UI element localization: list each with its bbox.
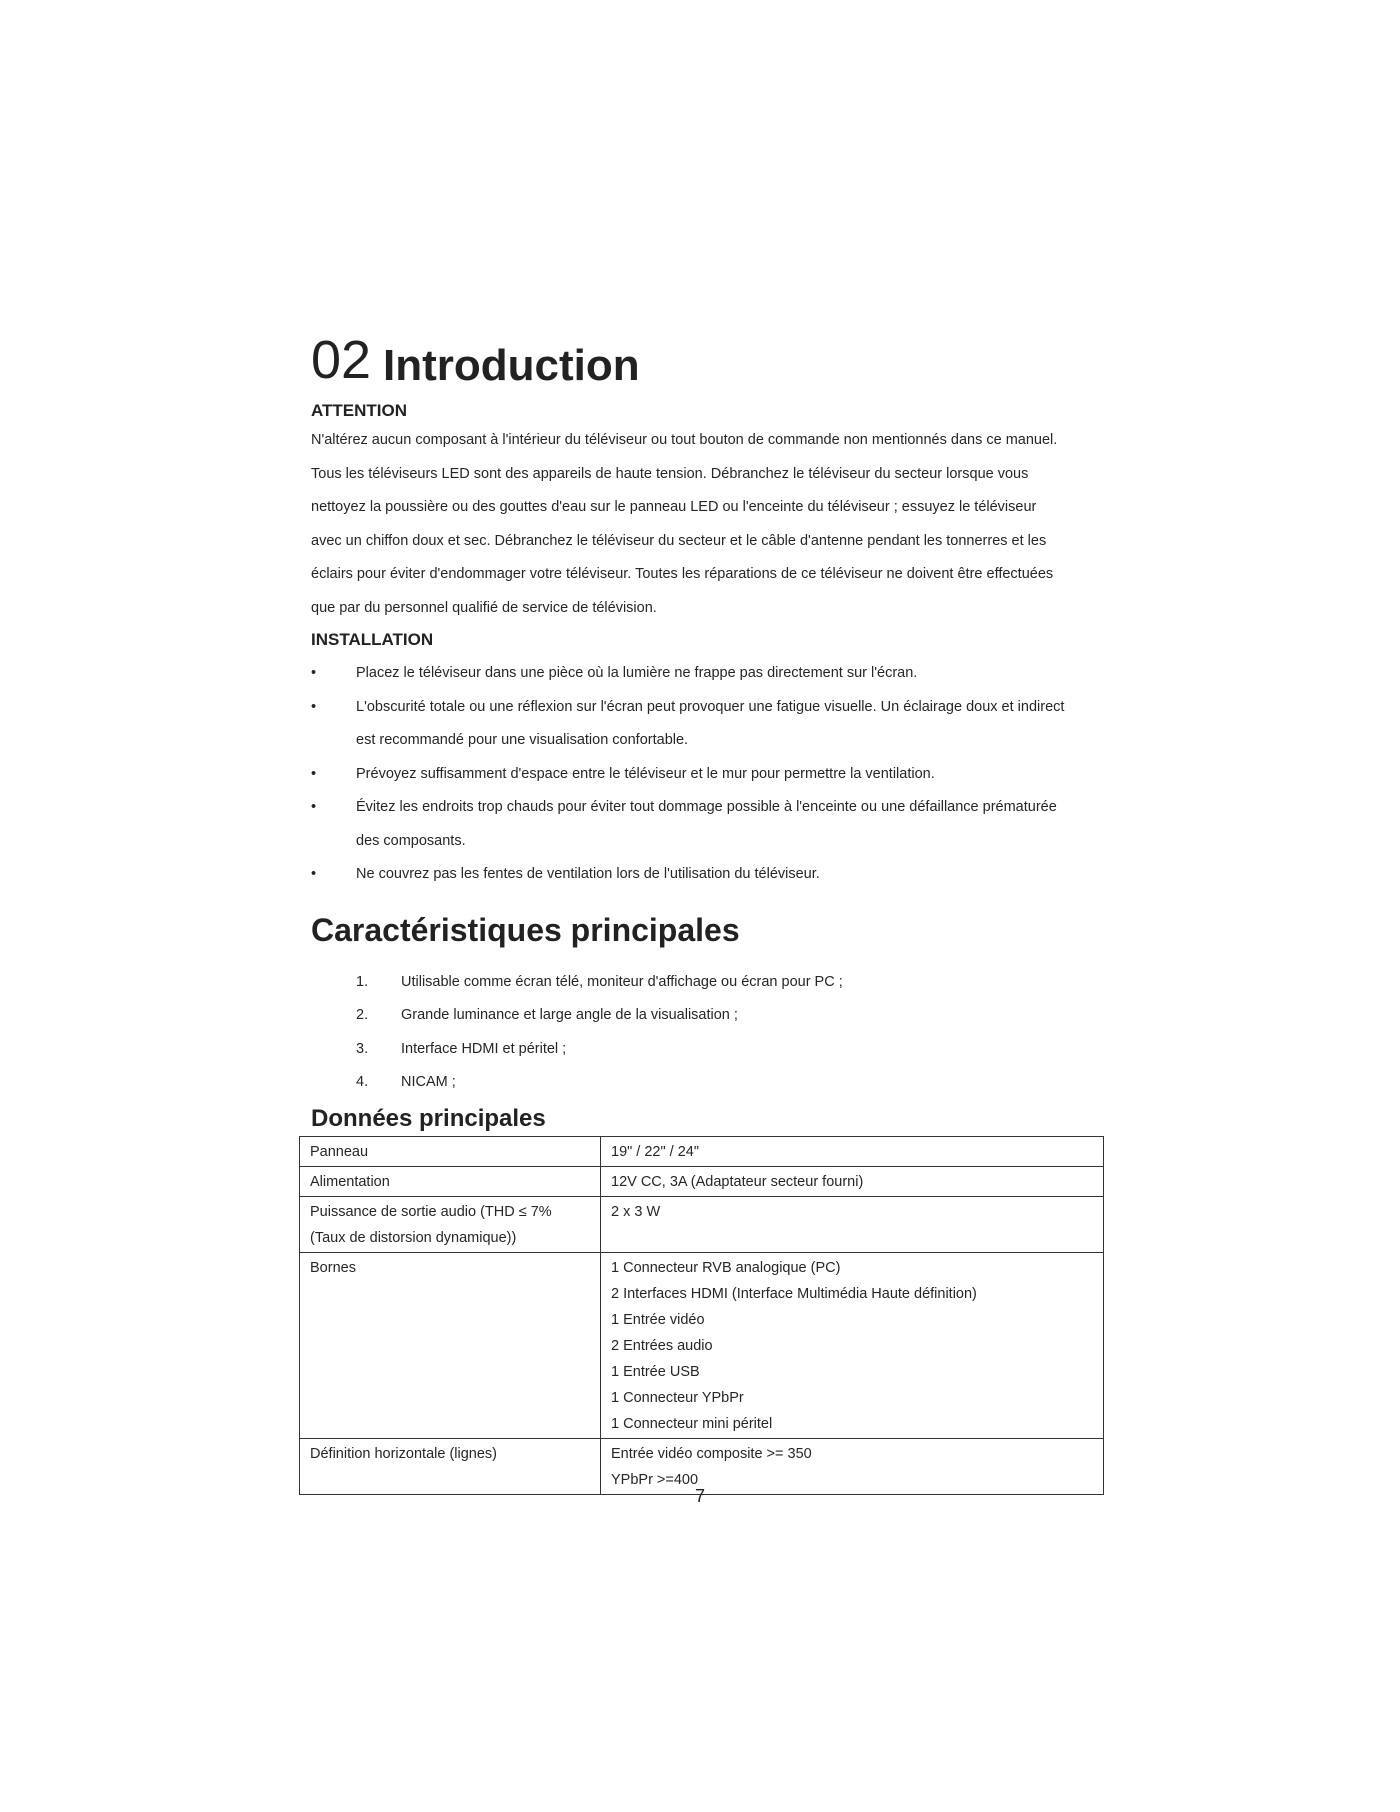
list-item bbox=[356, 966, 1101, 1000]
spec-value bbox=[601, 1136, 1104, 1166]
chapter-number: 02 bbox=[311, 330, 372, 390]
list-item-text: Interface HDMI et péritel ; bbox=[401, 1040, 567, 1057]
list-item-text: Ne couvrez pas les fentes de ventilation lors de l'utilisation du téléviseur. bbox=[356, 866, 820, 882]
list-item-text: Utilisable comme écran télé, moniteur d'affichage ou écran pour PC ; bbox=[401, 973, 843, 990]
spec-key-text: Alimentation bbox=[310, 1173, 390, 1190]
features-list bbox=[356, 966, 1101, 1100]
spec-value-text: 19" / 22" / 24" bbox=[611, 1143, 699, 1160]
spec-value-text: 1 Connecteur YPbPr bbox=[611, 1389, 744, 1406]
spec-value-text: 1 Connecteur RVB analogique (PC) bbox=[611, 1259, 841, 1276]
list-item bbox=[356, 1033, 1101, 1067]
spec-key-text: Puissance de sortie audio (THD ≤ 7% bbox=[310, 1203, 552, 1220]
features-heading: Caractéristiques principales bbox=[311, 911, 740, 948]
chapter-title: Introduction bbox=[383, 341, 640, 390]
list-item-text: Évitez les endroits trop chauds pour éviter tout dommage possible à l'enceinte ou une défaillance prématurée bbox=[356, 799, 1057, 815]
spec-key-text: (Taux de distorsion dynamique)) bbox=[310, 1229, 517, 1246]
spec-key-text: Bornes bbox=[310, 1259, 356, 1276]
spec-key bbox=[300, 1136, 601, 1166]
list-number: 4. bbox=[356, 1074, 369, 1090]
spec-key-text: Panneau bbox=[310, 1143, 369, 1160]
spec-key bbox=[300, 1166, 601, 1196]
list-item bbox=[356, 1066, 1101, 1100]
page-number: 7 bbox=[694, 1486, 705, 1506]
bullet-icon: • bbox=[311, 866, 317, 882]
spec-value bbox=[601, 1166, 1104, 1196]
list-number: 2. bbox=[356, 1007, 369, 1023]
attention-paragraph bbox=[311, 424, 1101, 625]
spec-value-text: 1 Entrée vidéo bbox=[611, 1311, 705, 1328]
spec-value-text: 2 x 3 W bbox=[611, 1203, 661, 1220]
attention-line: avec un chiffon doux et sec. Débranchez le téléviseur du secteur et le câble d'antenne pendant les tonnerres et les bbox=[311, 532, 1047, 549]
list-item-text: Prévoyez suffisamment d'espace entre le téléviseur et le mur pour permettre la ventilation. bbox=[356, 765, 935, 782]
list-item bbox=[311, 657, 1101, 691]
page-title bbox=[311, 330, 1101, 390]
list-item-text: est recommandé pour une visualisation confortable. bbox=[356, 732, 689, 748]
table-row bbox=[300, 1196, 1104, 1252]
list-item bbox=[311, 758, 1101, 792]
installation-heading: INSTALLATION bbox=[311, 630, 434, 649]
attention-line: éclairs pour éviter d'endommager votre téléviseur. Toutes les réparations de ce téléviseur ne doivent être effectuées bbox=[311, 566, 1054, 582]
spec-value-text: YPbPr >=400 bbox=[611, 1471, 699, 1488]
specs-table bbox=[299, 1136, 1104, 1495]
spec-key bbox=[300, 1252, 601, 1438]
attention-line: N'altérez aucun composant à l'intérieur du téléviseur ou tout bouton de commande non mentionnés dans ce manuel. bbox=[311, 432, 1058, 448]
spec-value-text: 1 Entrée USB bbox=[611, 1363, 700, 1380]
installation-list bbox=[311, 657, 1101, 892]
spec-value-text: 2 Interfaces HDMI (Interface Multimédia Haute définition) bbox=[611, 1285, 977, 1302]
bullet-icon: • bbox=[311, 765, 317, 782]
attention-line: Tous les téléviseurs LED sont des appareils de haute tension. Débranchez le téléviseur du secteur lorsque vous bbox=[311, 465, 1029, 482]
list-item bbox=[311, 858, 1101, 892]
spec-value-text: 1 Connecteur mini péritel bbox=[611, 1415, 773, 1432]
spec-value bbox=[601, 1196, 1104, 1252]
list-item-text: des composants. bbox=[356, 832, 466, 849]
table-row bbox=[300, 1136, 1104, 1166]
list-item bbox=[311, 791, 1101, 858]
spec-value-text: 2 Entrées audio bbox=[611, 1337, 713, 1354]
table-row bbox=[300, 1166, 1104, 1196]
list-item-text: L'obscurité totale ou une réflexion sur l'écran peut provoquer une fatigue visuelle. Un éclairage doux et indirect bbox=[356, 698, 1065, 715]
spec-value-text: Entrée vidéo composite >= 350 bbox=[611, 1445, 812, 1462]
spec-value-text: 12V CC, 3A (Adaptateur secteur fourni) bbox=[611, 1173, 864, 1190]
document-page bbox=[311, 330, 1101, 1495]
list-number: 3. bbox=[356, 1040, 369, 1057]
list-item bbox=[356, 999, 1101, 1033]
bullet-icon: • bbox=[311, 665, 317, 681]
spec-key-text: Définition horizontale (lignes) bbox=[310, 1445, 497, 1462]
attention-line: que par du personnel qualifié de service de télévision. bbox=[311, 599, 657, 616]
list-number: 1. bbox=[356, 973, 369, 990]
attention-line: nettoyez la poussière ou des gouttes d'eau sur le panneau LED ou l'enceinte du téléviseur ; essuyez le téléviseur bbox=[311, 499, 1037, 515]
attention-heading: ATTENTION bbox=[311, 401, 408, 420]
bullet-icon: • bbox=[311, 799, 317, 815]
list-item-text: NICAM ; bbox=[401, 1074, 456, 1090]
spec-value bbox=[601, 1252, 1104, 1438]
spec-key bbox=[300, 1196, 601, 1252]
specs-heading: Données principales bbox=[311, 1104, 546, 1132]
bullet-icon: • bbox=[311, 698, 317, 715]
list-item bbox=[311, 691, 1101, 758]
list-item-text: Grande luminance et large angle de la visualisation ; bbox=[401, 1007, 738, 1023]
table-row bbox=[300, 1252, 1104, 1438]
list-item-text: Placez le téléviseur dans une pièce où la lumière ne frappe pas directement sur l'écran. bbox=[356, 665, 918, 681]
